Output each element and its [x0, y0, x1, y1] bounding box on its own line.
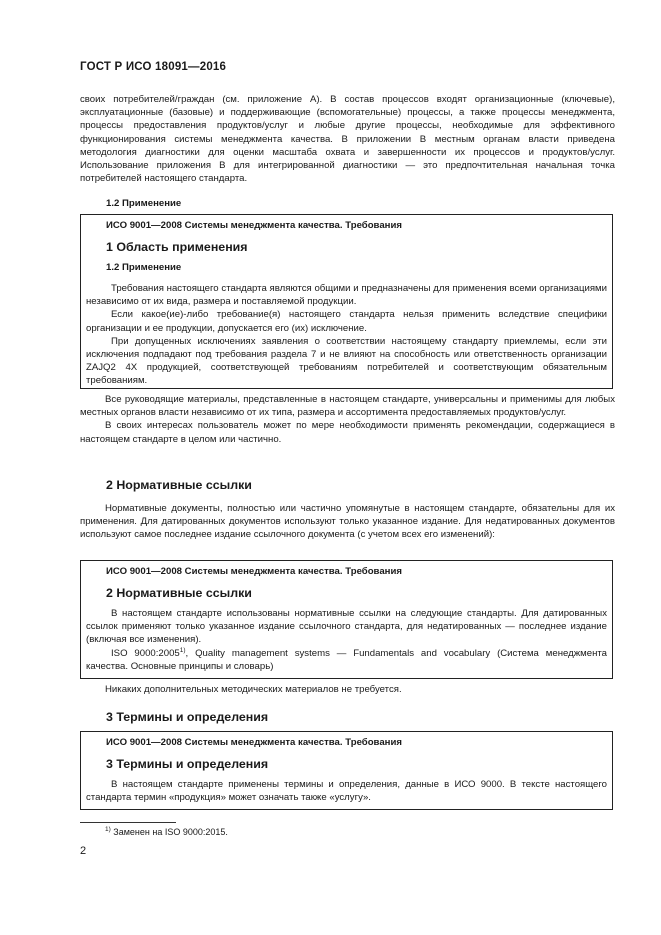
- document-header: ГОСТ Р ИСО 18091—2016: [80, 61, 227, 73]
- quote-box-iso9001-scope: [80, 214, 613, 389]
- footnote-divider: [80, 822, 176, 823]
- subsection-1-2-heading: 1.2 Применение: [106, 198, 182, 209]
- page-number: 2: [80, 845, 87, 857]
- footnote-mark: 1): [105, 826, 111, 833]
- body-text-block: [80, 683, 615, 696]
- body-paragraph: Нормативные документы, полностью или частично упомянутые в настоящем стандарте, обязательны для их применения. Для датированных документов используют только указанное издание. Для недатированных документов используют самое последнее издание ссылочного документа (с учетом всех его изменений):: [80, 503, 615, 541]
- footnote-reference: 1): [179, 646, 186, 654]
- quote-box-title: ИСО 9001—2008 Системы менеджмента качества. Требования: [106, 737, 402, 748]
- quote-box-paragraph: В настоящем стандарте использованы нормативные ссылки на следующие стандарты. Для датированных ссылок применяют только указанное издание ссылочного стандарта, для недатированных — последнее издание (включая все изменения).: [86, 608, 607, 646]
- quote-box-paragraph: При допущенных исключениях заявления о соответствии настоящему стандарту приемлемы, если эти исключения подпадают под требования раздела 7 и не влияют на способность или ответственность организации ZAJQ2 4X продукцией, соответствующей требованиям потребителей и соответствующим обязательным требованиям.: [86, 335, 607, 387]
- section-2-heading: 2 Нормативные ссылки: [106, 478, 252, 492]
- reference-code: ISO 9000:2005: [111, 647, 180, 659]
- quote-box-heading: 3 Термины и определения: [106, 757, 269, 771]
- footnote: [105, 827, 228, 837]
- intro-paragraph: своих потребителей/граждан (см. приложение А). В состав процессов входят организационные (ключевые), эксплуатационные (базовые) и поддерживающие (вспомогательные) процессы, а также процессы менеджмента, процессы предоставления продуктов/услуг и любые другие процессы, необходимые для эффективного функционирования системы менеджмента качества. В приложении В местным органам власти приведена методология диагностики для оценки масштаба охвата и завершенности их процессов и продуктов/услуг. Использование приложения В для интегрированной диагностики — это предпочтительная начальная точка потребителей настоящего стандарта.: [80, 94, 615, 185]
- quote-box-iso9001-terms: [80, 731, 613, 810]
- quote-box-title: ИСО 9001—2008 Системы менеджмента качества. Требования: [106, 566, 402, 577]
- body-text-block: [80, 393, 615, 446]
- quote-box-heading: 1 Область применения: [106, 240, 248, 254]
- quote-box-paragraph: Если какое(ие)-либо требование(я) настоящего стандарта нельзя применить вследствие специфики организации и ее продукции, допускается его (их) исключение.: [86, 309, 607, 334]
- quote-box-subheading: 1.2 Применение: [106, 262, 182, 273]
- section-2-body: [80, 502, 615, 542]
- quote-box-title: ИСО 9001—2008 Системы менеджмента качества. Требования: [106, 220, 402, 231]
- quote-box-paragraph: В настоящем стандарте применены термины и определения, данные в ИСО 9000. В тексте настоящего стандарта термин «продукция» может означать также «услугу».: [86, 779, 607, 804]
- quote-box-iso9001-references: [80, 560, 613, 679]
- footnote-text: Заменен на ISO 9000:2015.: [110, 827, 228, 837]
- quote-box-paragraph: [86, 647, 607, 673]
- quote-box-heading: 2 Нормативные ссылки: [106, 586, 252, 600]
- reference-title: , Quality management systems — Fundamentals and vocabulary (Система менеджмента качества. Основные принципы и словарь): [86, 647, 607, 672]
- intro-paragraph-block: [80, 93, 615, 185]
- body-paragraph: Никаких дополнительных методических материалов не требуется.: [105, 684, 402, 695]
- quote-box-paragraph: Требования настоящего стандарта являются общими и предназначены для применения всеми организациями независимо от их вида, размера и поставляемой продукции.: [86, 283, 607, 308]
- body-paragraph: В своих интересах пользователь может по мере необходимости применять рекомендации, содержащиеся в настоящем стандарте в целом или частично.: [80, 420, 615, 445]
- section-3-heading: 3 Термины и определения: [106, 710, 269, 724]
- body-paragraph: Все руководящие материалы, представленные в настоящем стандарте, универсальны и применимы для любых местных органов власти независимо от их типа, размера и ассортимента предоставляемых продуктов/услуг.: [80, 394, 615, 419]
